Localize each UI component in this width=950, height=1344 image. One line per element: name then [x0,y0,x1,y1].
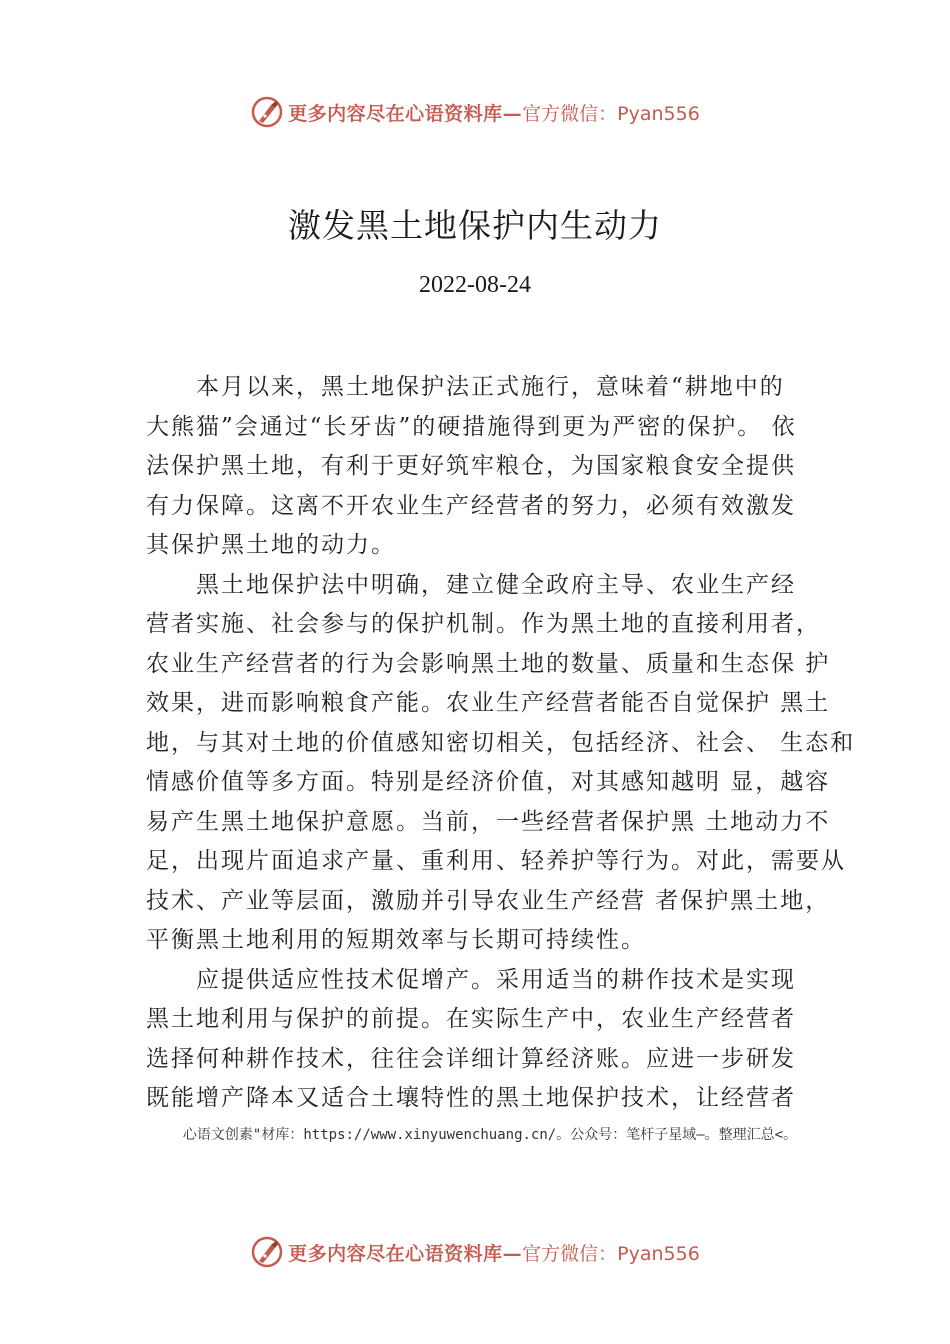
body-line: 黑土地利用与保护的前提。在实际生产中，农业生产经营者 [146,1006,796,1032]
body-line: 法保护黑土地，有利于更好筑牢粮仓，为国家粮食安全提供 [146,453,796,479]
body-line: 地，与其对土地的价值感知密切相关，包括经济、社会、 生态和 [146,729,856,756]
banner-wechat: 官方微信：Pyan556 [522,102,700,125]
footer-banner [0,1232,950,1272]
body-line: 技术、产业等层面，激励并引导农业生产经营 者保护黑土地， [146,887,831,914]
article-title: 激发黑土地保护内生动力 [288,206,662,245]
header-banner [0,92,950,132]
body-line: 黑土地保护法中明确，建立健全政府主导、农业生产经 [196,571,796,598]
footer-note: 心语文创素"材库：https://www.xinyuwenchuang.cn/。公众号：笔杆子星域—。整理汇总<。 [182,1127,798,1143]
banner-wechat: 官方微信：Pyan556 [522,1242,700,1265]
body-line: 足，出现片面追求产量、重利用、轻养护等行为。对此，需要从 [146,848,846,874]
body-line: 营者实施、社会参与的保护机制。作为黑土地的直接利用者， [146,611,821,637]
body-line: 效果，进而影响粮食产能。农业生产经营者能否自觉保护 黑土 [146,690,831,716]
body-line: 其保护黑土地的动力。 [146,532,396,558]
pen-nib-icon [250,1235,284,1269]
body-line: 应提供适应性技术促增产。采用适当的耕作技术是实现 [196,966,796,993]
body-line: 情感价值等多方面。特别是经济价值，对其感知越明 显，越容 [146,769,831,795]
body-line: 平衡黑土地利用的短期效率与长期可持续性。 [146,927,646,953]
body-line: 有力保障。这离不开农业生产经营者的努力，必须有效激发 [146,492,796,519]
pen-nib-icon [250,95,284,129]
article-body [146,368,856,1119]
banner-text: 更多内容尽在心语资料库— [288,1242,523,1265]
body-line: 选择何种耕作技术，往往会详细计算经济账。应进一步研发 [146,1045,796,1072]
body-line: 本月以来，黑土地保护法正式施行，意味着“耕地中的 [196,374,785,400]
body-line: 易产生黑土地保护意愿。当前，一些经营者保护黑 土地动力不 [146,808,831,835]
article-date: 2022-08-24 [419,272,531,298]
banner-text: 更多内容尽在心语资料库— [288,102,523,125]
body-line: 既能增产降本又适合土壤特性的黑土地保护技术，让经营者 [146,1085,796,1111]
body-line: 大熊猫”会通过“长牙齿”的硬措施得到更为严密的保护。 依 [146,413,797,440]
body-line: 农业生产经营者的行为会影响黑土地的数量、质量和生态保 护 [146,650,831,677]
